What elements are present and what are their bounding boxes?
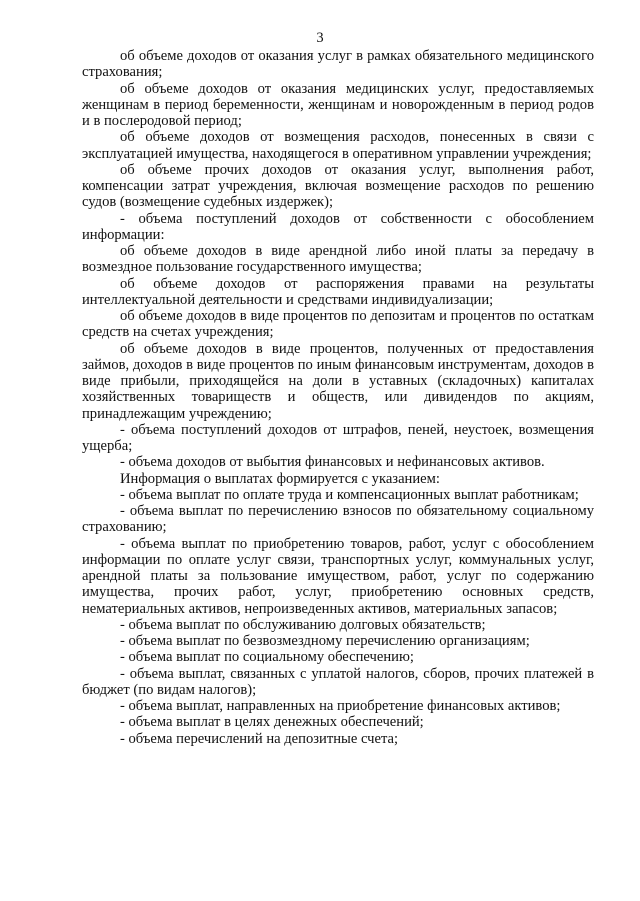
paragraph: - объема перечислений на депозитные счета; (120, 730, 399, 747)
paragraph: - объема выплат по оплате труда и компенсационных выплат работникам; (120, 486, 579, 503)
paragraph: - объема выплат, связанных с уплатой налогов, сборов, прочих платежей в бюджет (по видам налогов); (82, 665, 594, 698)
paragraph: - объема выплат в целях денежных обеспечений; (120, 714, 424, 731)
paragraph: - объема выплат по обслуживанию долговых обязательств; (120, 616, 486, 633)
paragraph: - объема поступлений доходов от штрафов, пеней, неустоек, возмещения ущерба; (82, 421, 594, 454)
paragraph: об объеме доходов от распоряжения правами на результаты интеллектуальной деятельности и средствами индивидуализации; (82, 275, 594, 308)
paragraph: об объеме доходов в виде процентов, полученных от предоставления займов, доходов в виде процентов по иным финансовым инструментам, доходов в виде прибыли, приходящейся на доли в уставных (складочных) капиталах хозяйственных товариществ и обществ, или дивидендов по акциям, принадлежащим учреждению; (82, 340, 594, 422)
paragraph: - объема поступлений доходов от собственности с обособлением информации: (82, 210, 594, 243)
paragraph: об объеме доходов от возмещения расходов, понесенных в связи с эксплуатацией имущества, находящегося в оперативном управлении учреждения; (82, 129, 594, 162)
paragraph: об объеме доходов от оказания услуг в рамках обязательного медицинского страхования; (82, 48, 594, 81)
paragraph: - объема выплат по перечислению взносов по обязательному социальному страхованию; (82, 503, 594, 536)
paragraph: об объеме доходов от оказания медицинских услуг, предоставляемых женщинам в период беременности, женщинам и новорожденным в период родов и в послеродовой период; (82, 80, 594, 129)
paragraph: Информация о выплатах формируется с указанием: (120, 470, 440, 487)
paragraph: - объема выплат по социальному обеспечению; (120, 649, 414, 666)
paragraph: об объеме прочих доходов от оказания услуг, выполнения работ, компенсации затрат учреждения, включая возмещение расходов по решению судов (возмещение судебных издержек); (82, 161, 594, 211)
page-number: 3 (316, 30, 324, 46)
paragraph: - объема выплат, направленных на приобретение финансовых активов; (120, 698, 561, 714)
paragraph: - объема выплат по приобретению товаров, работ, услуг с обособлением информации по оплате услуг связи, транспортных услуг, коммунальных услуг, арендной платы за пользование имуществом, работ, услуг по содержанию имущества, прочих работ, услуг, приобретению основных средств, нематериальных активов, непроизведенных активов, материальных запасов; (82, 535, 594, 617)
paragraph: об объеме доходов в виде процентов по депозитам и процентов по остаткам средств на счетах учреждения; (82, 308, 594, 341)
paragraph: - объема доходов от выбытия финансовых и нефинансовых активов. (120, 454, 545, 471)
document-body (82, 48, 594, 747)
paragraph: об объеме доходов в виде арендной либо иной платы за передачу в возмездное пользование государственного имущества; (82, 243, 594, 276)
paragraph: - объема выплат по безвозмездному перечислению организациям; (120, 633, 530, 649)
